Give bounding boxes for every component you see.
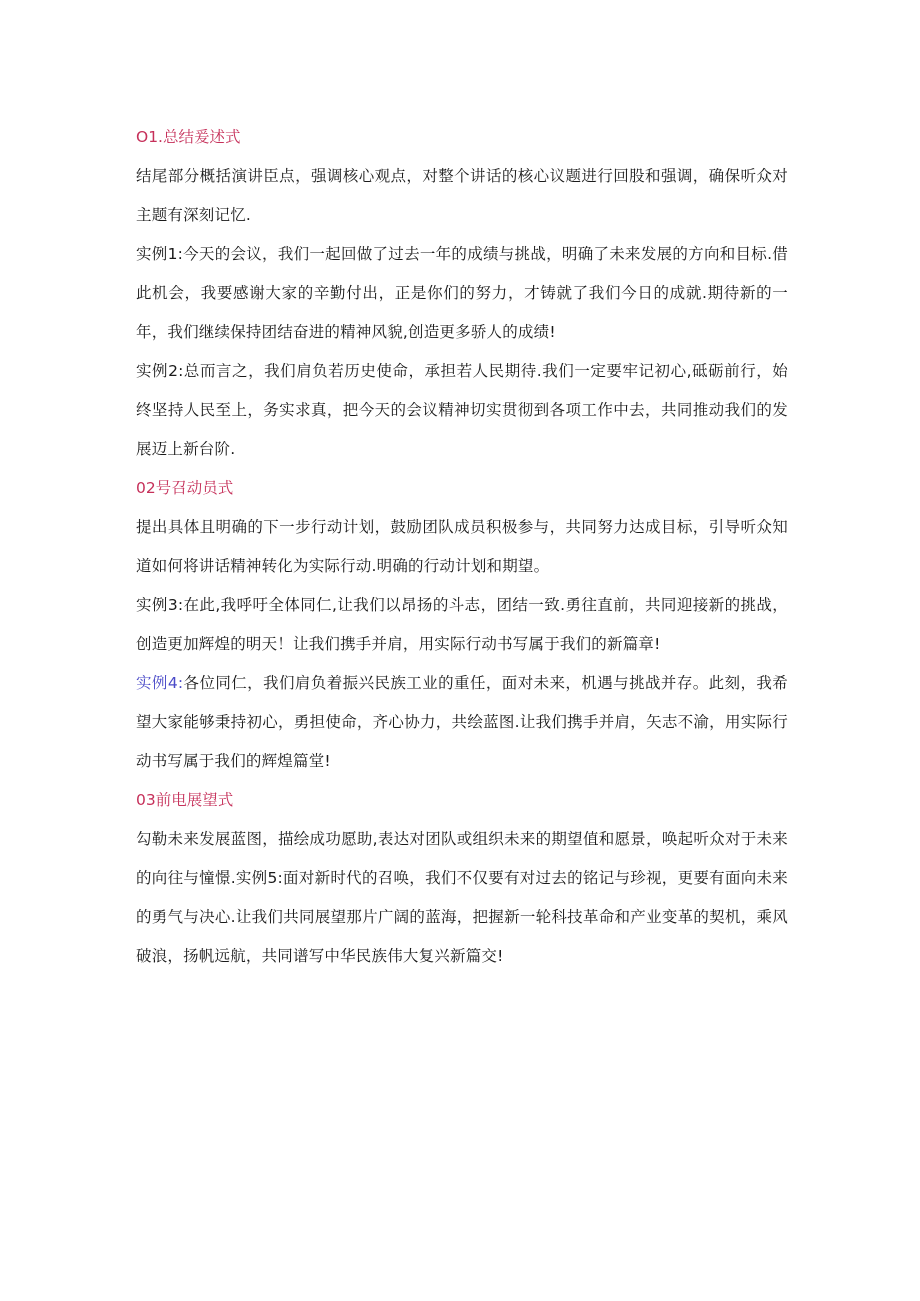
section-3-paragraph-1: 勾勒未来发展蓝图，描绘成功愿助,表达对团队或组织未来的期望值和愿景，唤起听众对于未来的向往与憧憬.实例5:面对新时代的召唤，我们不仅要有对过去的铭记与珍视，更要有面向未来的勇气与决心.让我们共同展望那片广阔的蓝海，把握新一轮科技革命和产业变革的契机，乘风破浪，扬帆远航，共同谱写中华民族伟大复兴新篇交! [136, 830, 788, 965]
section-2-paragraph-3 [136, 664, 788, 781]
section-heading-3: 03前电展望式 [136, 791, 234, 809]
example-4-text: 各位同仁，我们肩负着振兴民族工业的重任，面对未来，机遇与挑战并存。此刻，我希望大家能够秉持初心，勇担使命，齐心协力，共绘蓝图.让我们携手并肩，矢志不渝，用实际行动书写属于我们的辉煌篇堂! [136, 674, 788, 770]
section-2-paragraph-2: 实例3:在此,我呼吁全体同仁,让我们以昂扬的斗志，团结一致.勇往直前，共同迎接新的挑战，创造更加辉煌的明天！让我们携手并肩，用实际行动书写属于我们的新篇章! [136, 596, 788, 653]
section-heading-2: 02号召动员式 [136, 479, 234, 497]
section-heading-1: O1.总结爰述式 [136, 128, 241, 146]
example-4-label: 实例4: [136, 674, 184, 692]
section-1-paragraph-3: 实例2:总而言之，我们肩负若历史使命，承担若人民期待.我们一定要牢记初心,砥砺前行，始终坚持人民至上，务实求真，把今天的会议精神切实贯彻到各项工作中去，共同推动我们的发展迈上新台阶. [136, 362, 788, 458]
section-1-paragraph-1: 结尾部分概括演讲臣点，强调核心观点，对整个讲话的核心议题进行回股和强调，确保听众对主题有深刻记忆. [136, 167, 788, 224]
section-1-paragraph-2: 实例1:今天的会议，我们一起回做了过去一年的成绩与挑战，明确了未来发展的方向和目标.借此机会，我要感谢大家的辛勤付出，正是你们的努力，才铸就了我们今日的成就.期待新的一年，我们继续保持团结奋进的精神风貌,创造更多骄人的成绩! [136, 245, 788, 341]
document-body [136, 118, 788, 976]
section-2-paragraph-1: 提出具体且明确的下一步行动计划，鼓励团队成员积极参与，共同努力达成目标，引导听众知道如何将讲话精神转化为实际行动.明确的行动计划和期望。 [136, 518, 788, 575]
